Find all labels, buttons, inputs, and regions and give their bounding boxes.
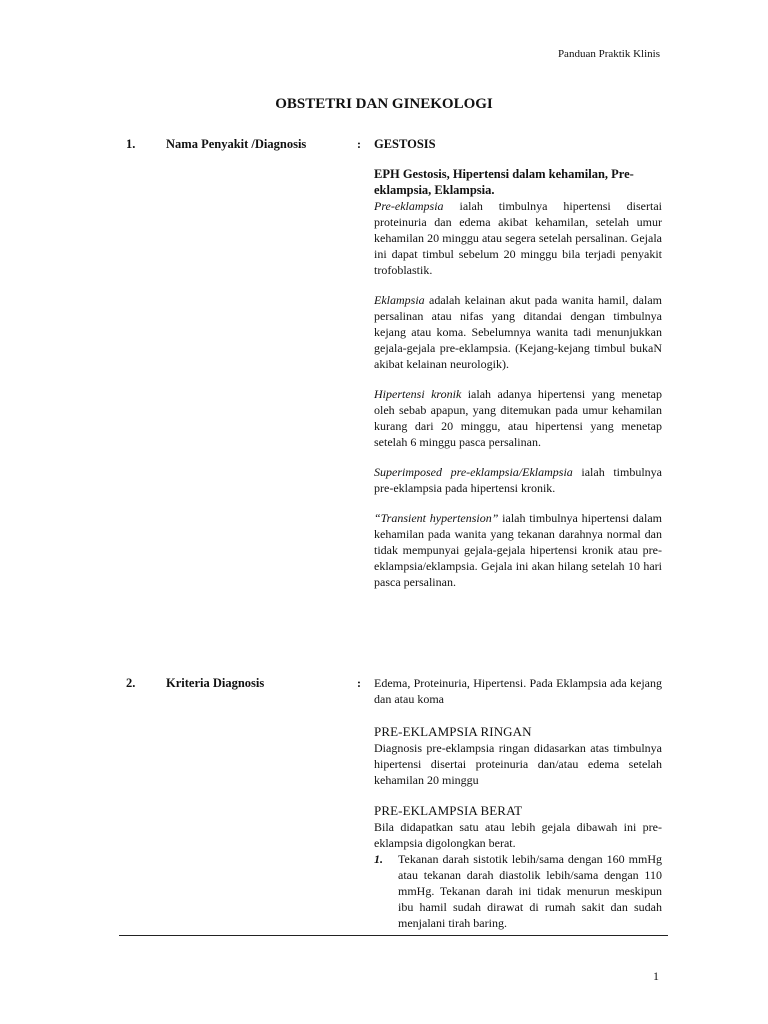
definition-term: Eklampsia: [374, 293, 425, 307]
section-1-colon: :: [357, 137, 361, 151]
definition-term: Pre-eklampsia: [374, 199, 444, 213]
section-2-number: 2.: [126, 676, 136, 690]
pre-eklampsia-ringan-heading: PRE-EKLAMPSIA RINGAN: [374, 724, 532, 739]
document-title: OBSTETRI DAN GINEKOLOGI: [275, 96, 493, 112]
definition-text: ialah timbulnya hipertensi dalam kehamilan pada wanita yang tekanan darahnya normal dan tidak mempunyai gejala-gejala hipertensi kronik atau pre-eklampsia/eklampsia. Gejala ini akan hilang setelah 10 hari pasca persalinan.: [374, 511, 662, 589]
definition-paragraph: [374, 386, 662, 450]
pre-eklampsia-ringan-text: Diagnosis pre-eklampsia ringan didasarkan atas timbulnya hipertensi disertai proteinuria dan/atau edema setelah kehamilan 20 minggu: [374, 741, 662, 787]
diagnosis-heading: GESTOSIS: [374, 137, 436, 151]
definition-term: Superimposed pre-eklampsia/Eklampsia: [374, 465, 573, 479]
definition-paragraph: [374, 198, 662, 278]
pre-eklampsia-berat-text: Bila didapatkan satu atau lebih gejala dibawah ini pre-eklampsia digolongkan berat.: [374, 820, 662, 850]
section-2-colon: :: [357, 676, 361, 690]
definition-paragraph: [374, 510, 662, 590]
section-1-number: 1.: [126, 137, 136, 151]
criteria-intro: Edema, Proteinuria, Hipertensi. Pada Eklampsia ada kejang dan atau koma: [374, 676, 662, 706]
section-2-content: [374, 675, 662, 931]
footer-divider: [119, 935, 668, 936]
list-item-number: 1.: [374, 852, 383, 866]
definition-text: adalah kelainan akut pada wanita hamil, dalam persalinan atau nifas yang ditandai dengan timbulnya kejang atau koma. Sebelumnya wanita tadi menunjukkan gejala-gejala pre-eklampsia. (Kejang-kejang timbul bukaN akibat kelainan neurologik).: [374, 293, 662, 371]
definition-paragraph: [374, 292, 662, 372]
page-number: 1: [653, 969, 659, 983]
definition-paragraph: [374, 464, 662, 496]
definition-term: Hipertensi kronik: [374, 387, 462, 401]
list-item-text: Tekanan darah sistotik lebih/sama dengan 160 mmHg atau tekanan darah diastolik lebih/sama dengan 110 mmHg. Tekanan darah ini tidak menurun meskipun ibu hamil sudah dirawat di rumah sakit dan sudah menjalani tirah baring.: [398, 852, 662, 930]
definition-text: ialah adanya hipertensi yang menetap oleh sebab apapun, yang ditemukan pada umur kehamilan kurang dari 20 minggu, atau hipertensi yang menetap setelah 6 minggu pasca persalinan.: [374, 387, 662, 449]
definition-text: ialah timbulnya hipertensi disertai proteinuria dan edema akibat kehamilan, setelah umur kehamilan 20 minggu atau segera setelah persalinan. Gejala ini dapat timbul sebelum 20 minggu bila terjadi penyakit trofoblastik.: [374, 199, 662, 277]
pre-eklampsia-berat-heading: PRE-EKLAMPSIA BERAT: [374, 803, 523, 818]
definition-text: ialah timbulnya pre-eklampsia pada hipertensi kronik.: [374, 465, 662, 495]
section-2-label: Kriteria Diagnosis: [166, 676, 265, 690]
page-header: Panduan Praktik Klinis: [557, 48, 660, 60]
diagnosis-subheading: EPH Gestosis, Hipertensi dalam kehamilan, Pre-eklampsia, Eklampsia.: [374, 167, 634, 197]
definition-term: “Transient hypertension”: [374, 511, 499, 525]
list-item: [374, 851, 662, 931]
section-1-content: [374, 136, 662, 590]
section-1-label: Nama Penyakit /Diagnosis: [166, 137, 307, 151]
